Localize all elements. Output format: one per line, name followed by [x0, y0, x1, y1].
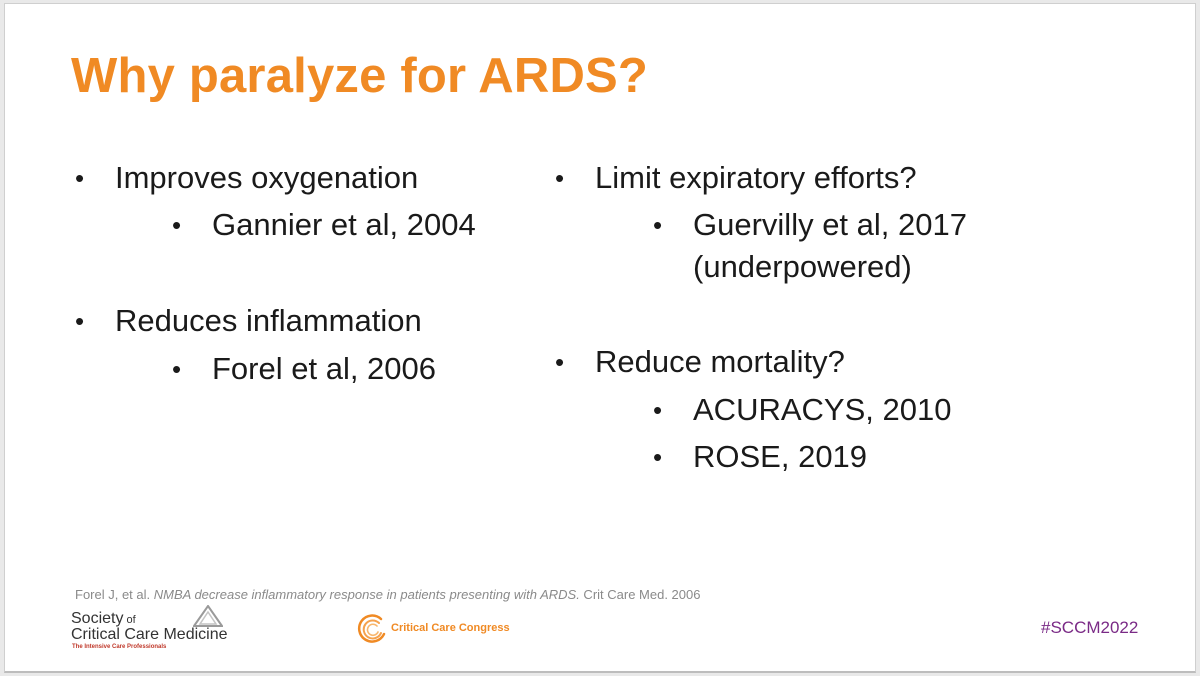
- bullet-improves-oxygenation: [75, 159, 419, 197]
- bullet-dot: •: [653, 210, 663, 240]
- hashtag: #SCCM2022: [1041, 618, 1139, 637]
- sccm-logo-line2: Critical Care Medicine: [71, 626, 228, 643]
- bullet-dot: •: [555, 347, 565, 377]
- citation: [75, 587, 700, 602]
- bullet-limit-expiratory-efforts: [555, 159, 917, 197]
- bullet-text: Reduces inflammation: [115, 303, 422, 338]
- sub-bullet-rose: [653, 438, 868, 476]
- sccm-tagline: The Intensive Care Professionals: [72, 644, 167, 650]
- sccm-of-text: of: [123, 614, 136, 626]
- bullet-dot: •: [75, 163, 85, 193]
- congress-swirl-icon: [355, 612, 389, 646]
- citation-journal: Crit Care Med. 2006: [579, 587, 701, 602]
- sub-bullet-text: (underpowered): [693, 249, 912, 284]
- bullet-dot: •: [555, 163, 565, 193]
- congress-logo-text: Critical Care Congress: [391, 622, 510, 634]
- slide-title: Why paralyze for ARDS?: [71, 49, 649, 103]
- bullet-dot: •: [172, 354, 182, 384]
- sub-bullet-guervilly: [653, 206, 967, 244]
- slide: [4, 3, 1196, 673]
- bullet-dot: •: [75, 306, 85, 336]
- sub-bullet-text: Gannier et al, 2004: [212, 207, 476, 242]
- sub-bullet-acuracys: [653, 391, 952, 429]
- bullet-text: Reduce mortality?: [595, 344, 845, 379]
- bullet-reduces-inflammation: [75, 302, 422, 340]
- sub-bullet-underpowered: [693, 248, 912, 286]
- sccm-society-text: Society: [71, 610, 124, 627]
- sccm-triangle-icon: [193, 605, 223, 627]
- bullet-text: Improves oxygenation: [115, 160, 419, 195]
- bullet-dot: •: [653, 442, 663, 472]
- sccm-logo: [71, 602, 231, 654]
- bullet-reduce-mortality: [555, 343, 845, 381]
- bullet-dot: •: [653, 395, 663, 425]
- sub-bullet-text: ACURACYS, 2010: [693, 392, 952, 427]
- bullet-dot: •: [172, 210, 182, 240]
- citation-authors: Forel J, et al.: [75, 587, 154, 602]
- sub-bullet-text: Forel et al, 2006: [212, 351, 437, 386]
- sub-bullet-text: ROSE, 2019: [693, 439, 868, 474]
- bullet-text: Limit expiratory efforts?: [595, 160, 917, 195]
- sub-bullet-forel: [172, 350, 437, 388]
- sub-bullet-text: Guervilly et al, 2017: [693, 207, 967, 242]
- citation-title: NMBA decrease inflammatory response in patients presenting with ARDS.: [153, 587, 580, 602]
- sub-bullet-gannier: [172, 206, 476, 244]
